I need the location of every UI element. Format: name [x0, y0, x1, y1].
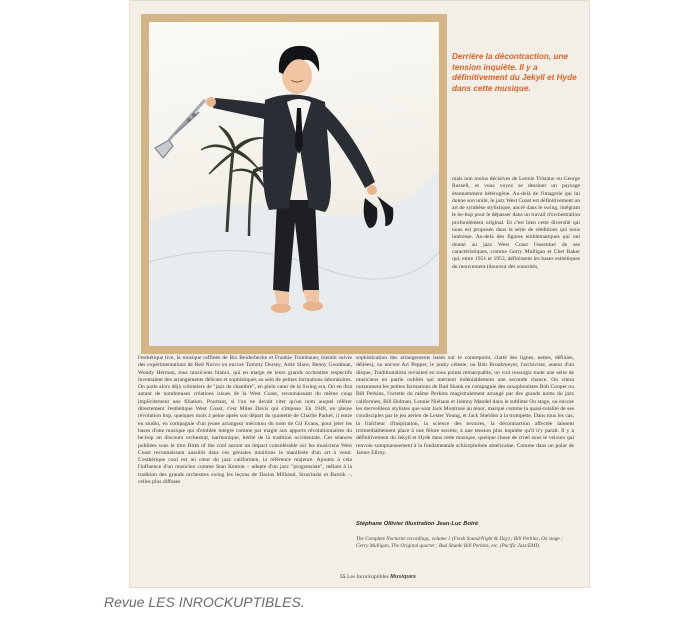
figure-arm-left — [213, 98, 269, 120]
illustration-frame — [141, 14, 447, 354]
figure-foot-right — [303, 301, 323, 311]
recordings-list: The Complete Nocturne recordings, volume 1 (Fresh Sound/Night & Day) ; Bill Perkins, On stage ; Gerry Mulligan, The Original quartet ; Bud Shank/ Bill Perkins, etc. (Pacific Jazz/EMI). — [356, 536, 563, 549]
article-column-right: mais non moins décisives de Lennie Tristano ou George Russell, et vous voyez se dessiner un paysage étonnamment hétérogène. Au-delà de l'imagerie qui lui donne son unité, le jazz West Coast est définitivement un art de synthèse stylistique, ancré dans le swing, intégrant le be-bop pour le dépasser dans un travail d'orchestration profondément original. Et c'est bien cette diversité qui nous est proposée dans la série de rééditions qui nous intéresse. Au-delà des figures emblématiques qui ont donné au jazz West Coast l'essentiel de ses caractéristiques, comme Gerry Mulligan et Chet Baker qui, entre 1951 et 1953, définissent les bases esthétiques du mouvement (douceur des sonorités, — [452, 176, 580, 270]
figure-hand-left — [206, 97, 216, 107]
trumpet-icon — [155, 100, 205, 158]
author-credit: Stéphane Ollivier Illustration Jean-Luc Boiré — [356, 521, 479, 527]
magazine-name: Les Inrockuptibles — [347, 574, 389, 580]
image-caption: Revue LES INROCKUPTIBLES. — [104, 594, 305, 610]
page-number: 55 — [340, 574, 346, 580]
section-name: Musiques — [390, 574, 417, 580]
trumpeter-illustration — [149, 22, 439, 346]
pull-quote: Derrière la décontraction, une tension inquiète. Il y a définitivement du Jekyll et Hyde dans cette musique. — [452, 52, 577, 93]
figure-foot-left — [271, 303, 291, 313]
article-column-left: l'esthétique live, la musique raffinée de Bix Beiderbecke et Frankie Trumbauer, bientôt suivie des expérimentations de Red Norvo ou encore Tommy Dorsey, Artie Shaw, Benny Goodman, Woody Herman, tous musiciens blancs, qui en marge de leurs grands orchestres respectifs inventaient des arrangements délicats et sophistiqués au sein de petites formations laboratoires. On parle alors déjà volontiers de "jazz de chambre", en plein cœur de la Swing era. On en dira autant de nombreuses créations issues de la West Coast, reconnaissant du même coup implicitement une filiation. Pourtant, si l'on ne devait citer qu'un nom auquel référer directement l'esthétique West Coast, c'est Miles Davis qui s'impose. En 1948, en pleine révolution bop, quelques mois à peine après son départ du quintette de Charlie Parker, il entre en studio, en compagnie d'un jeune arrangeur méconnu du nom de Gil Evans, pour jeter les bases d'une musique qui d'emblée intègre comme par magie aux apports révolutionnaires du be-bop un discours orchestral, harmonique, hérité de la tradition occidentale. Ces séances publiées sous le titre Birth of the cool auront un impact considérable sur les musiciens West Coast reconnaissant aussitôt dans ces géniales intuitions le manifeste d'un art à venir. L'esthétique cool est au cœur du jazz californien, la référence majeure. Ajoutez à cela l'influence d'un musicien comme Stan Kenton – adepte d'un jazz "progressiste", mêlant à la tradition des grands orchestres swing les leçons de Darius Milhaud, Stravinski et Bartók –, celles plus diffuses — [138, 355, 352, 486]
article-column-middle: sophistication des arrangements basés sur le contrepoint, clarté des lignes, nettes, définies, déliées), ou encore Art Pepper, le junky céleste, ou Bob Brookmeyer, l'archiviste, auteur d'un disque, Traditionalism revisited en tous points remarquable, on voit ressurgir toute une série de musiciens en partie oubliés qui méritent indéniablement une seconde chance. On citera notamment les petites formations de Bud Shank en compagnie des saxophonistes Bob Cooper ou Bill Perkins, l'octette du même Perkins magistralement arrangé par des grands noms du jazz californien, Bill Holman, Lennie Niehaus et Johnny Mandel dans le sublime On stage, ou encore les merveilleux stylistes que sont Jack Montrose au ténor, marqué comme la quasi-totalité de ses condisciples par le jeu aérien de Lester Young, et Jack Sheldon à la trompette. Dans tous les cas, la fraîcheur d'inspiration, la science des textures, la décontraction affectée laissent irrémédiablement place à une fêlure secrète, à une tension plus inquiète qu'il n'y paraît. Il y a définitivement du Jekyll et Hyde dans cette musique, quelque chose de cruel sous le velours qui renvoie somptueusement à la fondamentale schizophrénie américaine. Comme dans un polar de James Ellroy. — [356, 355, 574, 456]
page-footer — [340, 574, 540, 580]
illustration-canvas — [149, 22, 439, 346]
figure-hand-right — [367, 185, 377, 195]
